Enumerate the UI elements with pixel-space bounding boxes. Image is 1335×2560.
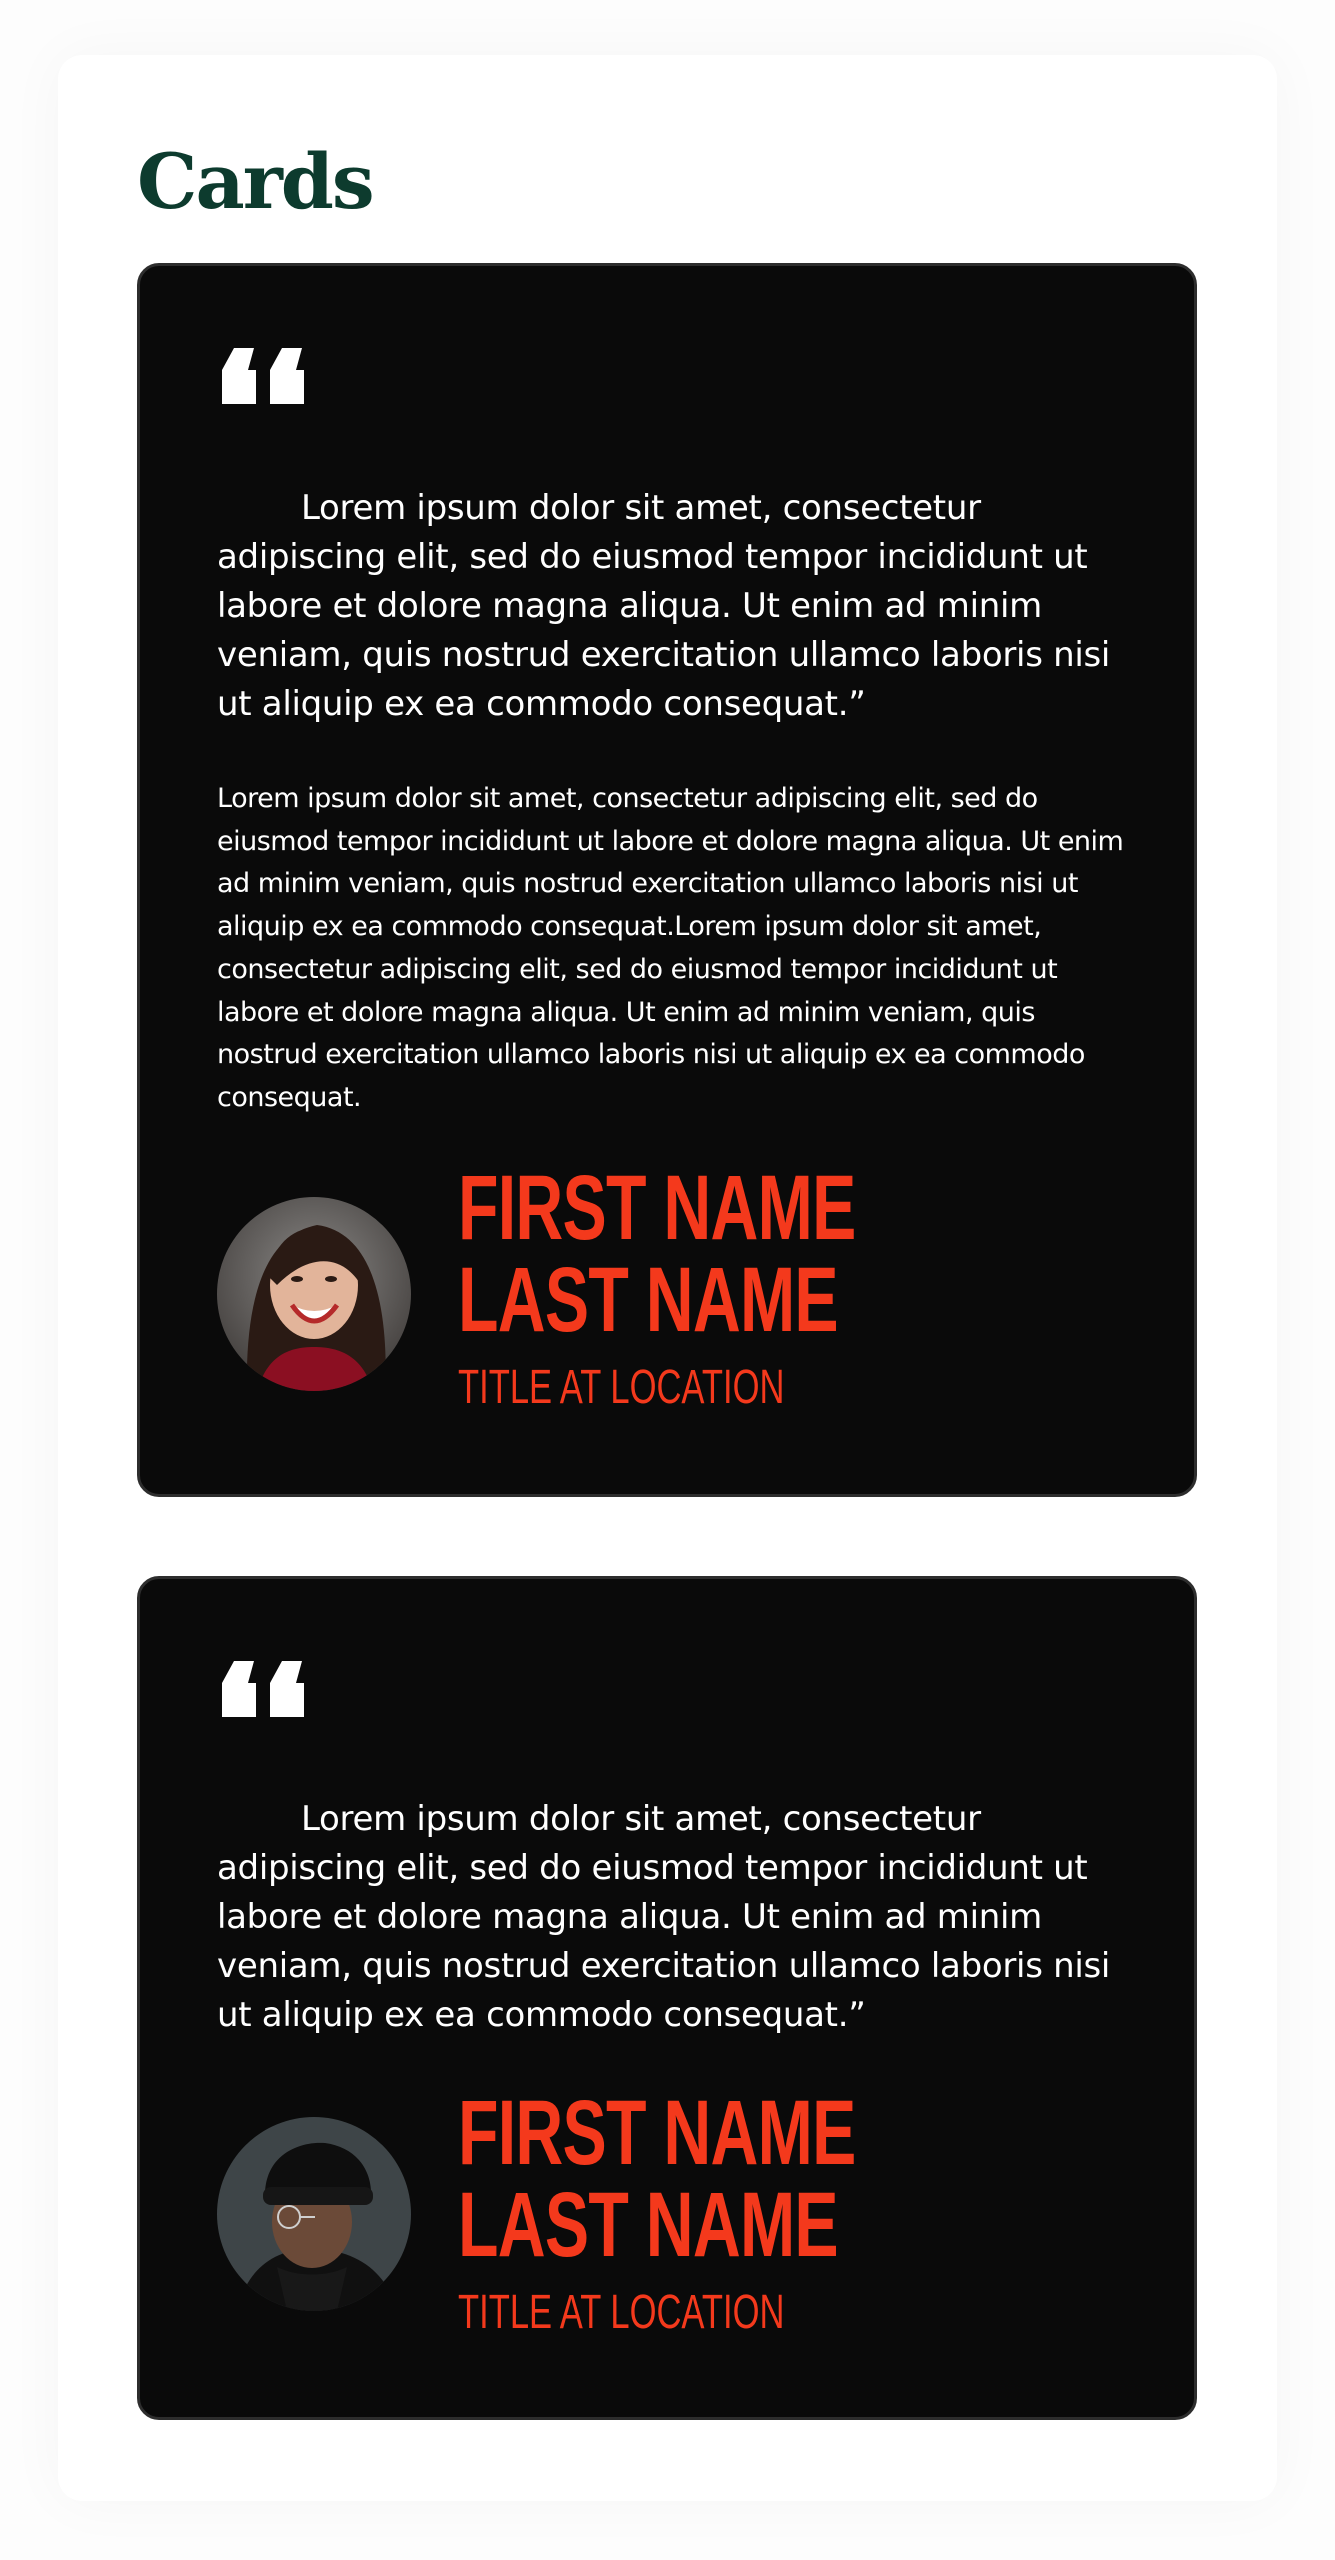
person-title: TITLE AT LOCATION xyxy=(458,1361,785,1414)
page-title: Cards xyxy=(137,137,373,226)
testimonial-card xyxy=(137,1576,1197,2420)
person-info xyxy=(458,2082,1010,2341)
testimonial-body: Lorem ipsum dolor sit amet, consectetur adipiscing elit, sed do eiusmod tempor incididunt ut labore et dolore magna aliqua. Ut enim ad minim veniam, quis nostrud exercitation ullamco laboris nisi ut aliquip ex ea commodo consequat.Lorem ipsum dolor sit amet, consectetur adipiscing elit, sed do eiusmod tempor incididunt ut labore et dolore magna aliqua. Ut enim ad minim veniam, quis nostrud exercitation ullamco laboris nisi ut aliquip ex ea commodo consequat. xyxy=(217,783,1124,1113)
person-first-name: FIRST NAME xyxy=(458,1157,856,1259)
testimonial-card xyxy=(137,263,1197,1497)
person-title: TITLE AT LOCATION xyxy=(458,2286,785,2339)
person-last-name: LAST NAME xyxy=(458,1249,838,1351)
avatar xyxy=(217,2117,411,2311)
avatar xyxy=(217,1197,411,1391)
testimonial-quote: Lorem ipsum dolor sit amet, consectetur adipiscing elit, sed do eiusmod tempor incididunt ut labore et dolore magna aliqua. Ut enim ad minim veniam, quis nostrud exercitation ullamco laboris nisi ut aliquip ex ea commodo consequat.” xyxy=(217,488,1111,724)
person-info xyxy=(458,1157,1010,1416)
person-last-name: LAST NAME xyxy=(458,2174,838,2276)
person-first-name: FIRST NAME xyxy=(458,2082,856,2184)
quote-icon xyxy=(220,348,304,404)
testimonial-quote: Lorem ipsum dolor sit amet, consectetur adipiscing elit, sed do eiusmod tempor incididunt ut labore et dolore magna aliqua. Ut enim ad minim veniam, quis nostrud exercitation ullamco laboris nisi ut aliquip ex ea commodo consequat.” xyxy=(217,1799,1111,2035)
quote-icon xyxy=(220,1661,304,1717)
